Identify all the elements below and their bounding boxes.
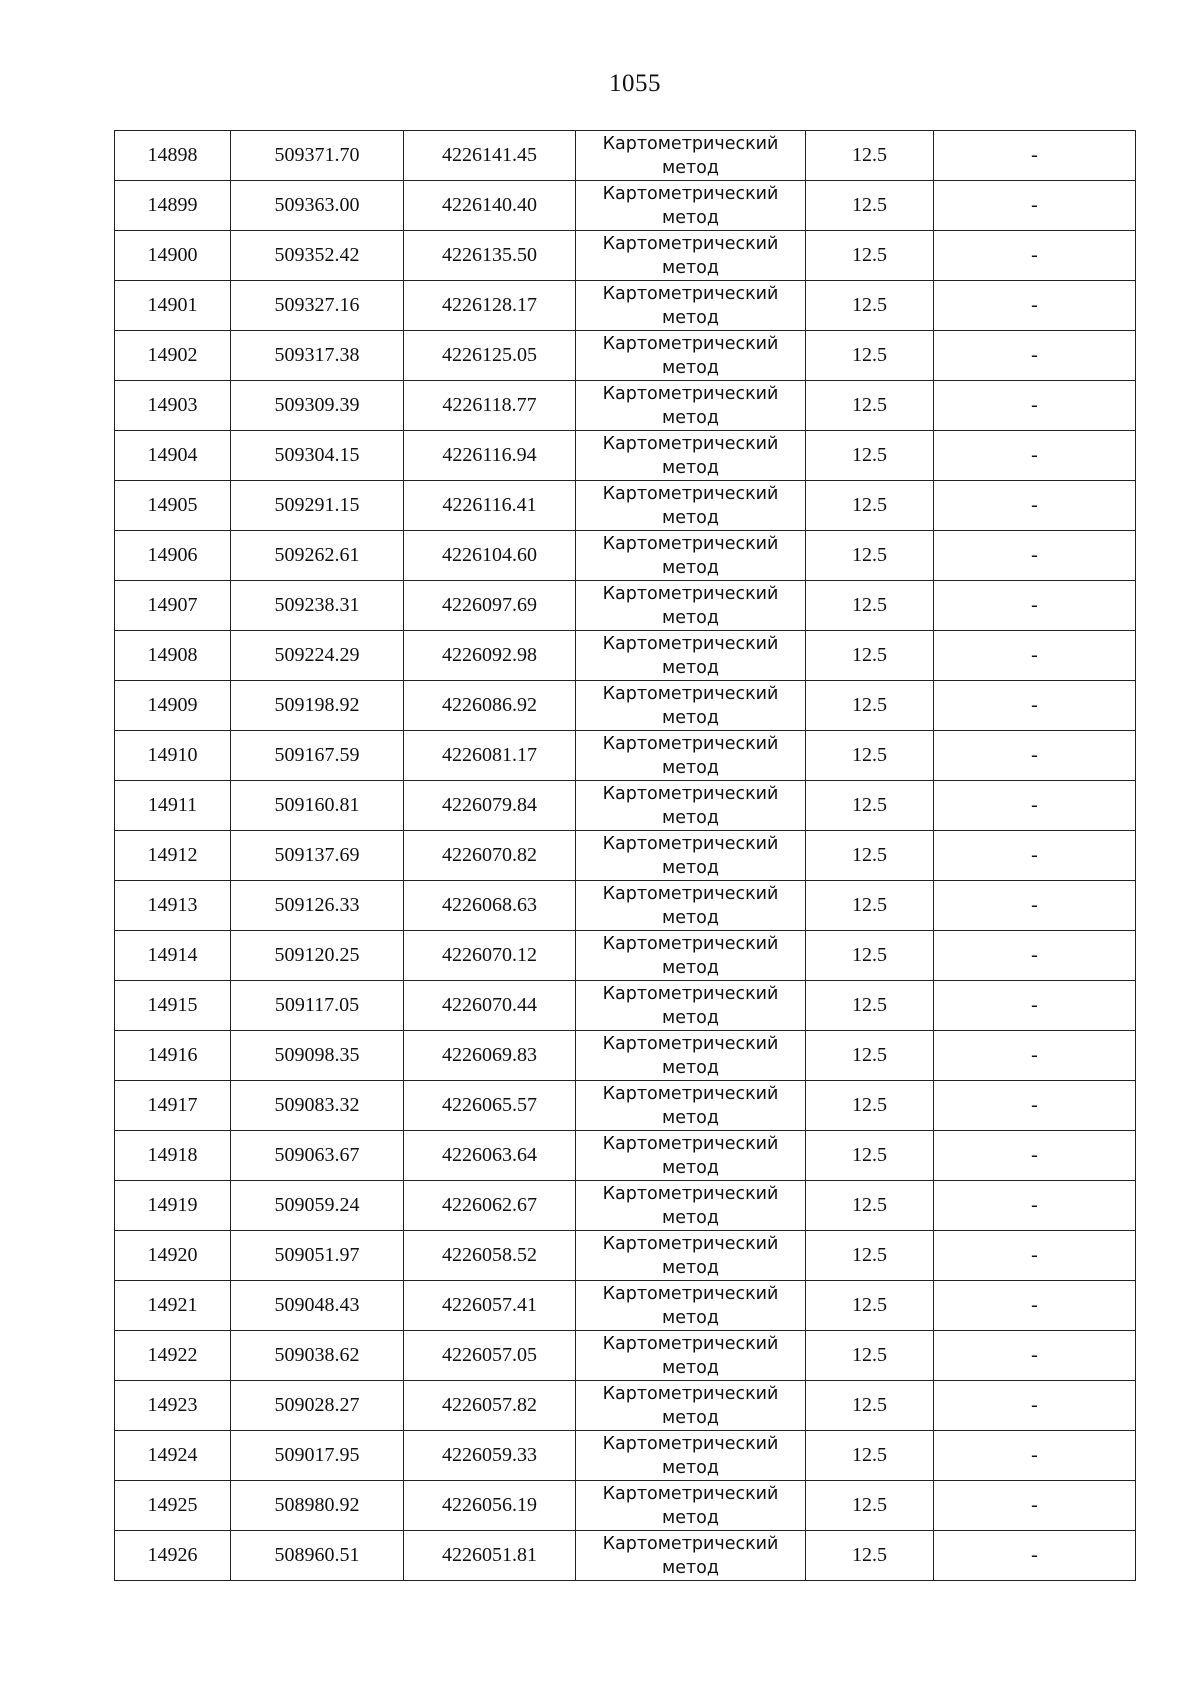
point-number-cell: 14911: [115, 781, 231, 831]
method-line-2: метод: [662, 1307, 719, 1328]
method-line-1: Картометрический: [602, 233, 779, 254]
x-coordinate-cell: 509098.35: [231, 1031, 404, 1081]
table-row: [115, 681, 1136, 731]
method-cell: [576, 1531, 806, 1581]
y-coordinate-cell: 4226051.81: [404, 1531, 576, 1581]
table-row: [115, 1131, 1136, 1181]
y-coordinate-cell: 4226057.82: [404, 1381, 576, 1431]
accuracy-cell: 12.5: [806, 981, 934, 1031]
point-number-cell: 14925: [115, 1481, 231, 1531]
y-coordinate-cell: 4226081.17: [404, 731, 576, 781]
method-line-2: метод: [662, 1557, 719, 1578]
method-line-2: метод: [662, 357, 719, 378]
note-cell: -: [934, 831, 1136, 881]
page-number: 1055: [609, 70, 661, 97]
note-cell: -: [934, 1531, 1136, 1581]
x-coordinate-cell: 509262.61: [231, 531, 404, 581]
method-line-2: метод: [662, 1207, 719, 1228]
method-cell: [576, 1281, 806, 1331]
x-coordinate-cell: 508960.51: [231, 1531, 404, 1581]
y-coordinate-cell: 4226079.84: [404, 781, 576, 831]
note-cell: -: [934, 1431, 1136, 1481]
accuracy-cell: 12.5: [806, 1331, 934, 1381]
y-coordinate-cell: 4226140.40: [404, 181, 576, 231]
method-line-2: метод: [662, 1507, 719, 1528]
method-line-1: Картометрический: [602, 1533, 779, 1554]
method-line-1: Картометрический: [602, 983, 779, 1004]
table-row: [115, 531, 1136, 581]
accuracy-cell: 12.5: [806, 131, 934, 181]
point-number-cell: 14919: [115, 1181, 231, 1231]
note-cell: -: [934, 1131, 1136, 1181]
y-coordinate-cell: 4226104.60: [404, 531, 576, 581]
table-row: [115, 1331, 1136, 1381]
method-line-2: метод: [662, 457, 719, 478]
method-cell: [576, 831, 806, 881]
method-line-1: Картометрический: [602, 1183, 779, 1204]
note-cell: -: [934, 1481, 1136, 1531]
y-coordinate-cell: 4226056.19: [404, 1481, 576, 1531]
method-cell: [576, 531, 806, 581]
method-cell: [576, 1331, 806, 1381]
table-row: [115, 181, 1136, 231]
method-line-1: Картометрический: [602, 1033, 779, 1054]
coordinates-table-body: [115, 131, 1136, 1581]
accuracy-cell: 12.5: [806, 1531, 934, 1581]
method-cell: [576, 1031, 806, 1081]
x-coordinate-cell: 508980.92: [231, 1481, 404, 1531]
note-cell: -: [934, 781, 1136, 831]
accuracy-cell: 12.5: [806, 331, 934, 381]
accuracy-cell: 12.5: [806, 381, 934, 431]
accuracy-cell: 12.5: [806, 1231, 934, 1281]
x-coordinate-cell: 509048.43: [231, 1281, 404, 1331]
x-coordinate-cell: 509167.59: [231, 731, 404, 781]
point-number-cell: 14904: [115, 431, 231, 481]
x-coordinate-cell: 509083.32: [231, 1081, 404, 1131]
method-line-2: метод: [662, 307, 719, 328]
accuracy-cell: 12.5: [806, 1381, 934, 1431]
method-cell: [576, 281, 806, 331]
x-coordinate-cell: 509198.92: [231, 681, 404, 731]
method-line-1: Картометрический: [602, 133, 779, 154]
table-row: [115, 831, 1136, 881]
accuracy-cell: 12.5: [806, 1181, 934, 1231]
y-coordinate-cell: 4226128.17: [404, 281, 576, 331]
method-line-1: Картометрический: [602, 1383, 779, 1404]
table-row: [115, 1481, 1136, 1531]
point-number-cell: 14912: [115, 831, 231, 881]
point-number-cell: 14923: [115, 1381, 231, 1431]
point-number-cell: 14902: [115, 331, 231, 381]
x-coordinate-cell: 509120.25: [231, 931, 404, 981]
point-number-cell: 14903: [115, 381, 231, 431]
y-coordinate-cell: 4226070.12: [404, 931, 576, 981]
y-coordinate-cell: 4226141.45: [404, 131, 576, 181]
method-line-2: метод: [662, 1057, 719, 1078]
method-line-2: метод: [662, 707, 719, 728]
y-coordinate-cell: 4226069.83: [404, 1031, 576, 1081]
method-line-1: Картометрический: [602, 783, 779, 804]
accuracy-cell: 12.5: [806, 1431, 934, 1481]
method-line-1: Картометрический: [602, 1283, 779, 1304]
note-cell: -: [934, 331, 1136, 381]
method-line-1: Картометрический: [602, 383, 779, 404]
point-number-cell: 14924: [115, 1431, 231, 1481]
point-number-cell: 14920: [115, 1231, 231, 1281]
method-cell: [576, 931, 806, 981]
table-row: [115, 381, 1136, 431]
method-line-1: Картометрический: [602, 483, 779, 504]
point-number-cell: 14915: [115, 981, 231, 1031]
accuracy-cell: 12.5: [806, 631, 934, 681]
table-row: [115, 1431, 1136, 1481]
method-line-2: метод: [662, 157, 719, 178]
accuracy-cell: 12.5: [806, 1281, 934, 1331]
accuracy-cell: 12.5: [806, 531, 934, 581]
y-coordinate-cell: 4226135.50: [404, 231, 576, 281]
note-cell: -: [934, 681, 1136, 731]
y-coordinate-cell: 4226068.63: [404, 881, 576, 931]
y-coordinate-cell: 4226125.05: [404, 331, 576, 381]
x-coordinate-cell: 509059.24: [231, 1181, 404, 1231]
method-cell: [576, 481, 806, 531]
note-cell: -: [934, 1031, 1136, 1081]
table-row: [115, 1231, 1136, 1281]
method-line-2: метод: [662, 1257, 719, 1278]
note-cell: -: [934, 231, 1136, 281]
method-line-1: Картометрический: [602, 1483, 779, 1504]
method-line-1: Картометрический: [602, 1433, 779, 1454]
x-coordinate-cell: 509309.39: [231, 381, 404, 431]
note-cell: -: [934, 1231, 1136, 1281]
y-coordinate-cell: 4226063.64: [404, 1131, 576, 1181]
accuracy-cell: 12.5: [806, 881, 934, 931]
y-coordinate-cell: 4226065.57: [404, 1081, 576, 1131]
table-row: [115, 1531, 1136, 1581]
method-line-2: метод: [662, 1007, 719, 1028]
note-cell: -: [934, 381, 1136, 431]
point-number-cell: 14917: [115, 1081, 231, 1131]
x-coordinate-cell: 509160.81: [231, 781, 404, 831]
method-line-2: метод: [662, 907, 719, 928]
note-cell: -: [934, 731, 1136, 781]
accuracy-cell: 12.5: [806, 581, 934, 631]
x-coordinate-cell: 509038.62: [231, 1331, 404, 1381]
method-cell: [576, 1231, 806, 1281]
point-number-cell: 14918: [115, 1131, 231, 1181]
note-cell: -: [934, 931, 1136, 981]
y-coordinate-cell: 4226097.69: [404, 581, 576, 631]
accuracy-cell: 12.5: [806, 1031, 934, 1081]
method-cell: [576, 581, 806, 631]
y-coordinate-cell: 4226062.67: [404, 1181, 576, 1231]
point-number-cell: 14905: [115, 481, 231, 531]
y-coordinate-cell: 4226057.05: [404, 1331, 576, 1381]
x-coordinate-cell: 509352.42: [231, 231, 404, 281]
method-line-1: Картометрический: [602, 1083, 779, 1104]
note-cell: -: [934, 631, 1136, 681]
table-row: [115, 231, 1136, 281]
table-row: [115, 431, 1136, 481]
method-cell: [576, 181, 806, 231]
accuracy-cell: 12.5: [806, 931, 934, 981]
accuracy-cell: 12.5: [806, 231, 934, 281]
method-cell: [576, 431, 806, 481]
x-coordinate-cell: 509117.05: [231, 981, 404, 1031]
accuracy-cell: 12.5: [806, 1481, 934, 1531]
x-coordinate-cell: 509224.29: [231, 631, 404, 681]
point-number-cell: 14913: [115, 881, 231, 931]
accuracy-cell: 12.5: [806, 681, 934, 731]
method-cell: [576, 781, 806, 831]
method-line-2: метод: [662, 1157, 719, 1178]
method-line-2: метод: [662, 407, 719, 428]
accuracy-cell: 12.5: [806, 1131, 934, 1181]
y-coordinate-cell: 4226116.41: [404, 481, 576, 531]
method-line-2: метод: [662, 757, 719, 778]
x-coordinate-cell: 509371.70: [231, 131, 404, 181]
note-cell: -: [934, 281, 1136, 331]
x-coordinate-cell: 509291.15: [231, 481, 404, 531]
method-line-2: метод: [662, 1357, 719, 1378]
note-cell: -: [934, 481, 1136, 531]
point-number-cell: 14899: [115, 181, 231, 231]
method-cell: [576, 1481, 806, 1531]
method-cell: [576, 231, 806, 281]
method-cell: [576, 881, 806, 931]
point-number-cell: 14906: [115, 531, 231, 581]
method-line-2: метод: [662, 1407, 719, 1428]
table-row: [115, 881, 1136, 931]
method-line-1: Картометрический: [602, 683, 779, 704]
method-cell: [576, 381, 806, 431]
x-coordinate-cell: 509304.15: [231, 431, 404, 481]
method-line-2: метод: [662, 557, 719, 578]
method-line-1: Картометрический: [602, 333, 779, 354]
note-cell: -: [934, 1281, 1136, 1331]
method-cell: [576, 631, 806, 681]
method-cell: [576, 331, 806, 381]
accuracy-cell: 12.5: [806, 181, 934, 231]
table-row: [115, 631, 1136, 681]
x-coordinate-cell: 509137.69: [231, 831, 404, 881]
method-line-1: Картометрический: [602, 933, 779, 954]
y-coordinate-cell: 4226116.94: [404, 431, 576, 481]
note-cell: -: [934, 131, 1136, 181]
method-line-2: метод: [662, 207, 719, 228]
y-coordinate-cell: 4226086.92: [404, 681, 576, 731]
point-number-cell: 14921: [115, 1281, 231, 1331]
method-cell: [576, 981, 806, 1031]
note-cell: -: [934, 1331, 1136, 1381]
coordinates-table: [114, 130, 1136, 1581]
y-coordinate-cell: 4226059.33: [404, 1431, 576, 1481]
point-number-cell: 14910: [115, 731, 231, 781]
table-row: [115, 281, 1136, 331]
table-row: [115, 581, 1136, 631]
note-cell: -: [934, 581, 1136, 631]
method-line-1: Картометрический: [602, 283, 779, 304]
note-cell: -: [934, 881, 1136, 931]
method-line-1: Картометрический: [602, 883, 779, 904]
x-coordinate-cell: 509051.97: [231, 1231, 404, 1281]
accuracy-cell: 12.5: [806, 731, 934, 781]
point-number-cell: 14907: [115, 581, 231, 631]
method-line-2: метод: [662, 807, 719, 828]
method-cell: [576, 1081, 806, 1131]
point-number-cell: 14926: [115, 1531, 231, 1581]
note-cell: -: [934, 1381, 1136, 1431]
table-row: [115, 931, 1136, 981]
table-row: [115, 1281, 1136, 1331]
table-row: [115, 731, 1136, 781]
point-number-cell: 14908: [115, 631, 231, 681]
y-coordinate-cell: 4226058.52: [404, 1231, 576, 1281]
method-cell: [576, 1381, 806, 1431]
method-line-1: Картометрический: [602, 1233, 779, 1254]
method-line-2: метод: [662, 657, 719, 678]
accuracy-cell: 12.5: [806, 481, 934, 531]
method-line-1: Картометрический: [602, 833, 779, 854]
method-line-1: Картометрический: [602, 633, 779, 654]
x-coordinate-cell: 509063.67: [231, 1131, 404, 1181]
method-cell: [576, 681, 806, 731]
accuracy-cell: 12.5: [806, 781, 934, 831]
table-row: [115, 981, 1136, 1031]
method-line-2: метод: [662, 1457, 719, 1478]
x-coordinate-cell: 509017.95: [231, 1431, 404, 1481]
x-coordinate-cell: 509317.38: [231, 331, 404, 381]
x-coordinate-cell: 509238.31: [231, 581, 404, 631]
note-cell: -: [934, 1181, 1136, 1231]
note-cell: -: [934, 181, 1136, 231]
accuracy-cell: 12.5: [806, 831, 934, 881]
method-line-1: Картометрический: [602, 1333, 779, 1354]
y-coordinate-cell: 4226057.41: [404, 1281, 576, 1331]
note-cell: -: [934, 531, 1136, 581]
y-coordinate-cell: 4226070.82: [404, 831, 576, 881]
table-row: [115, 1031, 1136, 1081]
method-line-1: Картометрический: [602, 433, 779, 454]
table-row: [115, 781, 1136, 831]
point-number-cell: 14914: [115, 931, 231, 981]
accuracy-cell: 12.5: [806, 281, 934, 331]
method-cell: [576, 1131, 806, 1181]
accuracy-cell: 12.5: [806, 431, 934, 481]
x-coordinate-cell: 509028.27: [231, 1381, 404, 1431]
point-number-cell: 14898: [115, 131, 231, 181]
y-coordinate-cell: 4226118.77: [404, 381, 576, 431]
accuracy-cell: 12.5: [806, 1081, 934, 1131]
table-row: [115, 1081, 1136, 1131]
table-row: [115, 1381, 1136, 1431]
method-cell: [576, 731, 806, 781]
method-line-2: метод: [662, 857, 719, 878]
method-line-1: Картометрический: [602, 1133, 779, 1154]
x-coordinate-cell: 509363.00: [231, 181, 404, 231]
x-coordinate-cell: 509327.16: [231, 281, 404, 331]
point-number-cell: 14916: [115, 1031, 231, 1081]
note-cell: -: [934, 1081, 1136, 1131]
method-line-1: Картометрический: [602, 533, 779, 554]
table-row: [115, 1181, 1136, 1231]
method-line-2: метод: [662, 957, 719, 978]
method-line-1: Картометрический: [602, 183, 779, 204]
method-cell: [576, 1181, 806, 1231]
x-coordinate-cell: 509126.33: [231, 881, 404, 931]
point-number-cell: 14900: [115, 231, 231, 281]
method-line-2: метод: [662, 257, 719, 278]
y-coordinate-cell: 4226092.98: [404, 631, 576, 681]
point-number-cell: 14922: [115, 1331, 231, 1381]
table-row: [115, 131, 1136, 181]
method-cell: [576, 131, 806, 181]
point-number-cell: 14901: [115, 281, 231, 331]
point-number-cell: 14909: [115, 681, 231, 731]
table-row: [115, 331, 1136, 381]
y-coordinate-cell: 4226070.44: [404, 981, 576, 1031]
method-line-1: Картометрический: [602, 733, 779, 754]
method-cell: [576, 1431, 806, 1481]
method-line-2: метод: [662, 1107, 719, 1128]
note-cell: -: [934, 981, 1136, 1031]
method-line-2: метод: [662, 607, 719, 628]
table-row: [115, 481, 1136, 531]
method-line-2: метод: [662, 507, 719, 528]
note-cell: -: [934, 431, 1136, 481]
method-line-1: Картометрический: [602, 583, 779, 604]
